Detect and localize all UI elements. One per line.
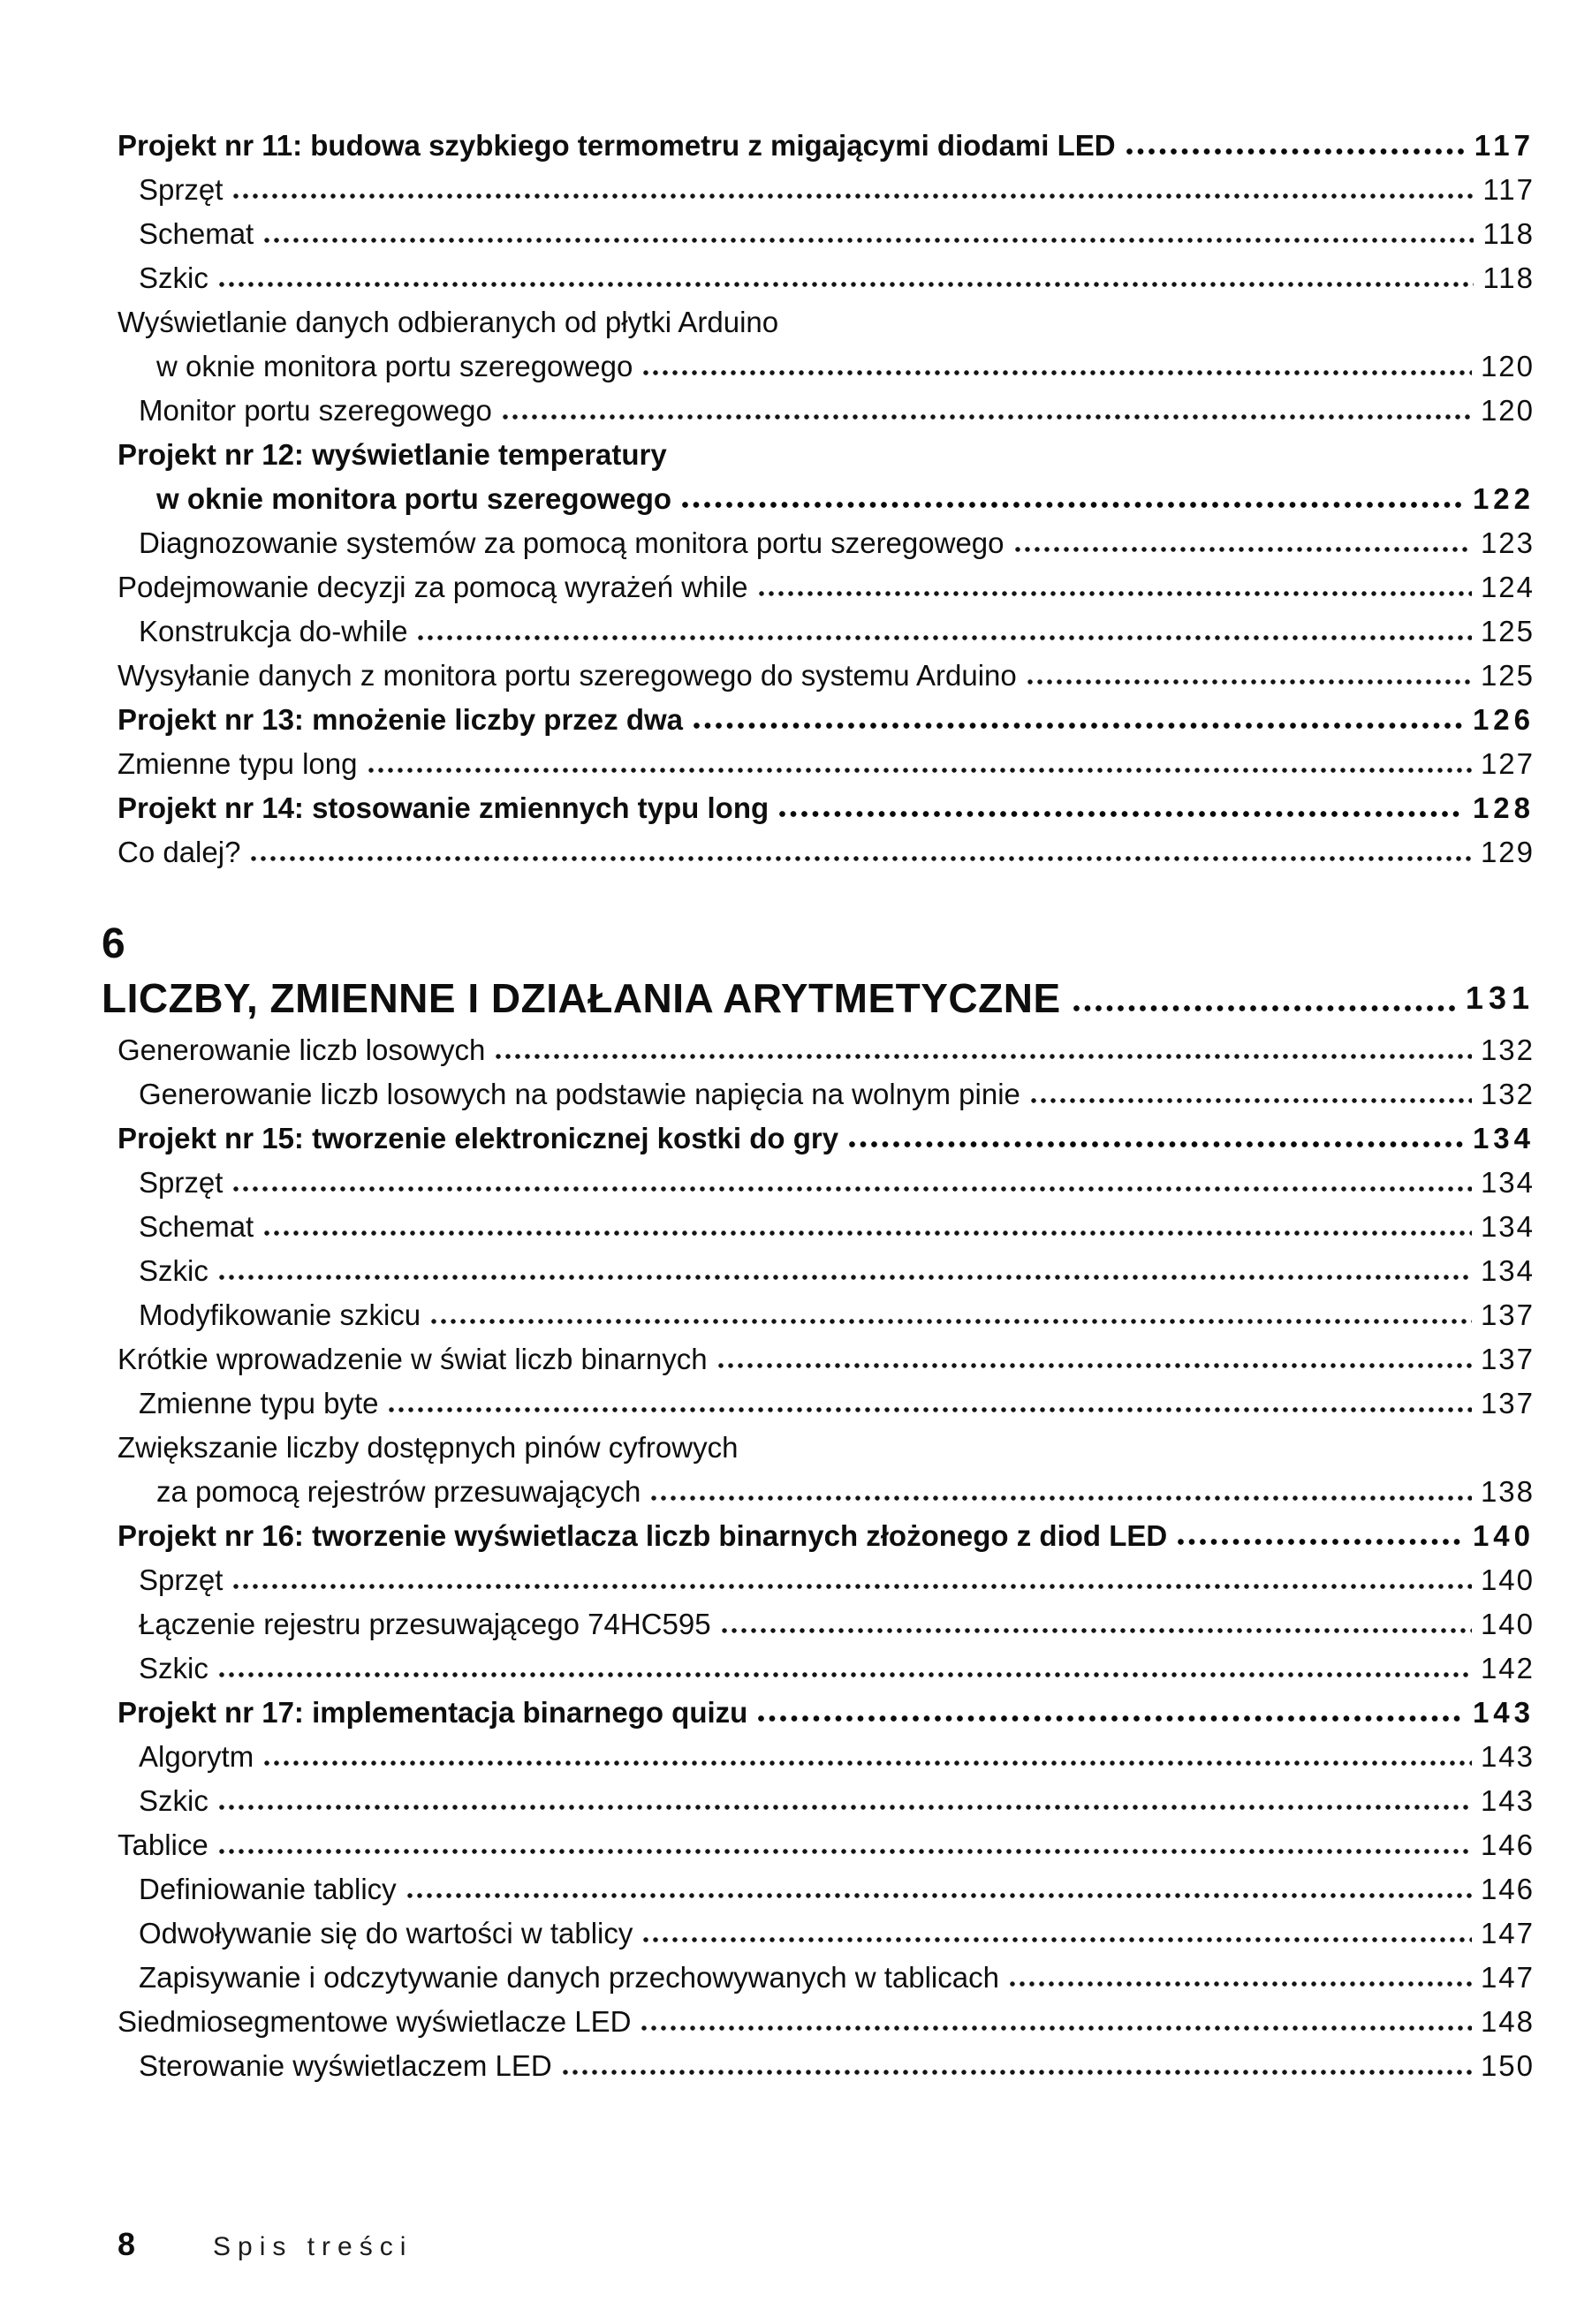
dotted-leader xyxy=(641,2024,1472,2032)
toc-entry-label: Sprzęt xyxy=(139,173,224,206)
toc-entry-label: Monitor portu szeregowego xyxy=(139,394,492,427)
toc-entry xyxy=(118,742,1535,786)
toc-entry-label: Wyświetlanie danych odbieranych od płytki Arduino xyxy=(118,306,779,338)
dotted-leader xyxy=(643,1935,1472,1943)
toc-entry-label: Definiowanie tablicy xyxy=(139,1873,397,1905)
toc-entry xyxy=(139,1072,1535,1117)
toc-entry-page-number: 120 xyxy=(1480,350,1535,382)
toc-entry-label: w oknie monitora portu szeregowego xyxy=(156,350,633,382)
dotted-leader xyxy=(219,1273,1472,1281)
toc-entry xyxy=(139,1249,1535,1293)
toc-entry xyxy=(118,786,1535,830)
toc-entry-page-number: 143 xyxy=(1472,1696,1535,1729)
toc-entry xyxy=(118,1691,1535,1735)
dotted-leader xyxy=(233,192,1474,200)
toc-entry-page-number: 140 xyxy=(1480,1608,1535,1640)
toc-entry xyxy=(156,344,1535,389)
toc-entry-page-number: 126 xyxy=(1472,703,1535,736)
toc-entry-label: Odwoływanie się do wartości w tablicy xyxy=(139,1917,633,1949)
toc-section-top xyxy=(102,124,1535,874)
toc-entry-page-number: 137 xyxy=(1480,1343,1535,1375)
dotted-leader xyxy=(651,1494,1472,1502)
chapter-title-row xyxy=(102,970,1535,1028)
toc-entry-page-number: 117 xyxy=(1474,129,1535,162)
dotted-leader xyxy=(682,500,1464,509)
dotted-leader xyxy=(563,2068,1472,2076)
dotted-leader xyxy=(849,1139,1464,1148)
toc-entry-page-number: 134 xyxy=(1480,1166,1535,1199)
toc-entry xyxy=(118,1117,1535,1161)
toc-entry xyxy=(156,477,1535,521)
folio-page-number: 8 xyxy=(118,2226,136,2262)
toc-entry xyxy=(139,1779,1535,1823)
toc-entry-label: Konstrukcja do-while xyxy=(139,615,408,647)
toc-entry xyxy=(139,1558,1535,1602)
toc-entry-label: Algorytm xyxy=(139,1740,254,1773)
toc-entry-page-number: 120 xyxy=(1480,394,1535,427)
dotted-leader xyxy=(418,633,1471,641)
toc-entry xyxy=(139,1293,1535,1337)
dotted-leader xyxy=(219,280,1474,288)
toc-entry-page-number: 146 xyxy=(1480,1828,1535,1861)
toc-entry-page-number: 140 xyxy=(1472,1519,1535,1552)
toc-entry xyxy=(118,1514,1535,1558)
toc-entry-page-number: 128 xyxy=(1472,791,1535,824)
toc-entry xyxy=(139,1382,1535,1426)
dotted-leader xyxy=(407,1891,1472,1899)
toc-entry-label: Szkic xyxy=(139,1784,208,1817)
toc-entry xyxy=(139,168,1535,212)
toc-entry-label: Siedmiosegmentowe wyświetlacze LED xyxy=(118,2005,632,2038)
toc-entry-page-number: 125 xyxy=(1480,659,1535,692)
toc-entry-page-number: 148 xyxy=(1480,2005,1535,2038)
toc-section-chapter6 xyxy=(102,1028,1535,2088)
dotted-leader xyxy=(219,1670,1472,1678)
toc-entry-page-number: 124 xyxy=(1480,571,1535,603)
toc-entry xyxy=(118,565,1535,609)
toc-entry xyxy=(118,654,1535,698)
toc-entry-page-number: 125 xyxy=(1480,615,1535,647)
dotted-leader xyxy=(1126,147,1466,155)
dotted-leader xyxy=(1073,1003,1455,1012)
dotted-leader xyxy=(1010,1980,1472,1987)
toc-entry-page-number: 134 xyxy=(1480,1210,1535,1243)
toc-entry-label: Wysyłanie danych z monitora portu szeregowego do systemu Arduino xyxy=(118,659,1017,692)
toc-entry xyxy=(118,830,1535,874)
toc-entry xyxy=(118,698,1535,742)
dotted-leader xyxy=(496,1052,1472,1060)
toc-entry-page-number: 138 xyxy=(1480,1475,1535,1508)
toc-entry-page-number: 134 xyxy=(1480,1254,1535,1287)
dotted-leader xyxy=(694,721,1464,730)
toc-entry-label: Generowanie liczb losowych na podstawie napięcia na wolnym pinie xyxy=(139,1078,1020,1110)
toc-entry-page-number: 134 xyxy=(1472,1122,1535,1154)
toc-entry-label: Projekt nr 16: tworzenie wyświetlacza liczb binarnych złożonego z diod LED xyxy=(118,1519,1168,1552)
dotted-leader xyxy=(264,1759,1472,1767)
toc-entry-page-number: 123 xyxy=(1480,526,1535,559)
toc-entry xyxy=(139,1646,1535,1691)
toc-entry-label: Zmienne typu long xyxy=(118,747,358,780)
toc-entry xyxy=(139,521,1535,565)
toc-entry xyxy=(118,1426,1535,1470)
dotted-leader xyxy=(431,1317,1472,1325)
footer-section-label: Spis treści xyxy=(213,2232,413,2261)
toc-entry-label: Szkic xyxy=(139,1652,208,1684)
toc-entry-label: Podejmowanie decyzji za pomocą wyrażeń while xyxy=(118,571,748,603)
dotted-leader xyxy=(722,1626,1472,1634)
toc-entry xyxy=(118,1337,1535,1382)
dotted-leader xyxy=(233,1185,1472,1192)
toc-entry-label: Tablice xyxy=(118,1828,208,1861)
toc-entry-page-number: 118 xyxy=(1482,217,1535,250)
toc-entry-page-number: 143 xyxy=(1480,1740,1535,1773)
dotted-leader xyxy=(1015,545,1472,553)
toc-entry-label: Projekt nr 17: implementacja binarnego quizu xyxy=(118,1696,748,1729)
toc-entry xyxy=(118,1823,1535,1867)
toc-entry xyxy=(139,2044,1535,2088)
toc-entry-label: Projekt nr 12: wyświetlanie temperatury xyxy=(118,438,667,471)
dotted-leader xyxy=(1178,1537,1464,1546)
toc-entry xyxy=(118,124,1535,168)
dotted-leader xyxy=(779,809,1464,818)
toc-entry-page-number: 129 xyxy=(1480,836,1535,868)
dotted-leader xyxy=(1031,1096,1472,1104)
dotted-leader xyxy=(219,1847,1472,1855)
toc-entry-label: Projekt nr 13: mnożenie liczby przez dwa xyxy=(118,703,684,736)
toc-entry-label: Szkic xyxy=(139,1254,208,1287)
toc-entry-label: Co dalej? xyxy=(118,836,241,868)
toc-entry-page-number: 150 xyxy=(1480,2049,1535,2082)
table-of-contents xyxy=(102,124,1535,2088)
toc-entry-label: Generowanie liczb losowych xyxy=(118,1033,486,1066)
toc-entry-page-number: 146 xyxy=(1480,1873,1535,1905)
toc-entry-label: Sprzęt xyxy=(139,1166,224,1199)
toc-entry xyxy=(139,1602,1535,1646)
toc-entry-page-number: 147 xyxy=(1480,1961,1535,1994)
toc-entry-page-number: 118 xyxy=(1482,261,1535,294)
toc-entry-page-number: 127 xyxy=(1480,747,1535,780)
dotted-leader xyxy=(219,1803,1472,1811)
toc-entry xyxy=(139,1205,1535,1249)
toc-entry-page-number: 137 xyxy=(1480,1298,1535,1331)
chapter-page-number: 131 xyxy=(1465,980,1535,1016)
toc-entry-page-number: 132 xyxy=(1480,1033,1535,1066)
toc-entry xyxy=(139,1911,1535,1956)
toc-entry-label: Projekt nr 14: stosowanie zmiennych typu long xyxy=(118,791,769,824)
toc-entry-label: Diagnozowanie systemów za pomocą monitora portu szeregowego xyxy=(139,526,1004,559)
toc-entry xyxy=(118,433,1535,477)
toc-entry xyxy=(139,1735,1535,1779)
toc-entry xyxy=(156,1470,1535,1514)
toc-entry-label: za pomocą rejestrów przesuwających xyxy=(156,1475,641,1508)
toc-entry-label: Zwiększanie liczby dostępnych pinów cyfrowych xyxy=(118,1431,739,1464)
dotted-leader xyxy=(264,1229,1472,1237)
toc-entry-page-number: 143 xyxy=(1480,1784,1535,1817)
toc-entry xyxy=(139,256,1535,300)
toc-entry-page-number: 122 xyxy=(1472,482,1535,515)
toc-entry-label: Schemat xyxy=(139,217,254,250)
toc-entry-label: Zmienne typu byte xyxy=(139,1387,379,1419)
toc-entry-page-number: 132 xyxy=(1480,1078,1535,1110)
toc-entry-label: Sprzęt xyxy=(139,1563,224,1596)
toc-entry-label: Szkic xyxy=(139,261,208,294)
dotted-leader xyxy=(389,1405,1471,1413)
toc-entry xyxy=(139,389,1535,433)
toc-entry xyxy=(118,1028,1535,1072)
toc-entry-page-number: 137 xyxy=(1480,1387,1535,1419)
dotted-leader xyxy=(758,1714,1464,1722)
toc-entry xyxy=(139,1867,1535,1911)
dotted-leader xyxy=(251,854,1472,862)
dotted-leader xyxy=(264,236,1474,244)
dotted-leader xyxy=(503,413,1472,420)
toc-entry-label: Sterowanie wyświetlaczem LED xyxy=(139,2049,552,2082)
page-footer xyxy=(118,2226,413,2263)
toc-entry-label: Projekt nr 15: tworzenie elektronicznej kostki do gry xyxy=(118,1122,839,1154)
toc-entry-label: w oknie monitora portu szeregowego xyxy=(156,482,672,515)
toc-entry xyxy=(139,1161,1535,1205)
toc-entry-label: Łączenie rejestru przesuwającego 74HC595 xyxy=(139,1608,711,1640)
toc-entry-page-number: 142 xyxy=(1480,1652,1535,1684)
dotted-leader xyxy=(233,1582,1472,1590)
dotted-leader xyxy=(643,368,1472,376)
toc-entry-label: Projekt nr 11: budowa szybkiego termometru z migającymi diodami LED xyxy=(118,129,1116,162)
toc-entry xyxy=(139,609,1535,654)
dotted-leader xyxy=(759,589,1472,597)
toc-entry xyxy=(139,1956,1535,2000)
chapter-number: 6 xyxy=(102,920,125,967)
toc-entry-label: Modyfikowanie szkicu xyxy=(139,1298,421,1331)
toc-entry xyxy=(118,300,1535,344)
toc-entry-label: Zapisywanie i odczytywanie danych przechowywanych w tablicach xyxy=(139,1961,999,1994)
chapter-title: LICZBY, ZMIENNE I DZIAŁANIA ARYTMETYCZNE xyxy=(102,975,1061,1021)
toc-entry-page-number: 117 xyxy=(1482,173,1535,206)
chapter-heading xyxy=(102,919,1535,1028)
toc-entry-page-number: 140 xyxy=(1480,1563,1535,1596)
toc-entry-page-number: 147 xyxy=(1480,1917,1535,1949)
toc-entry-label: Schemat xyxy=(139,1210,254,1243)
toc-entry-label: Krótkie wprowadzenie w świat liczb binarnych xyxy=(118,1343,708,1375)
toc-entry xyxy=(139,212,1535,256)
dotted-leader xyxy=(368,766,1472,774)
toc-entry xyxy=(118,2000,1535,2044)
dotted-leader xyxy=(718,1361,1472,1369)
dotted-leader xyxy=(1027,678,1472,685)
